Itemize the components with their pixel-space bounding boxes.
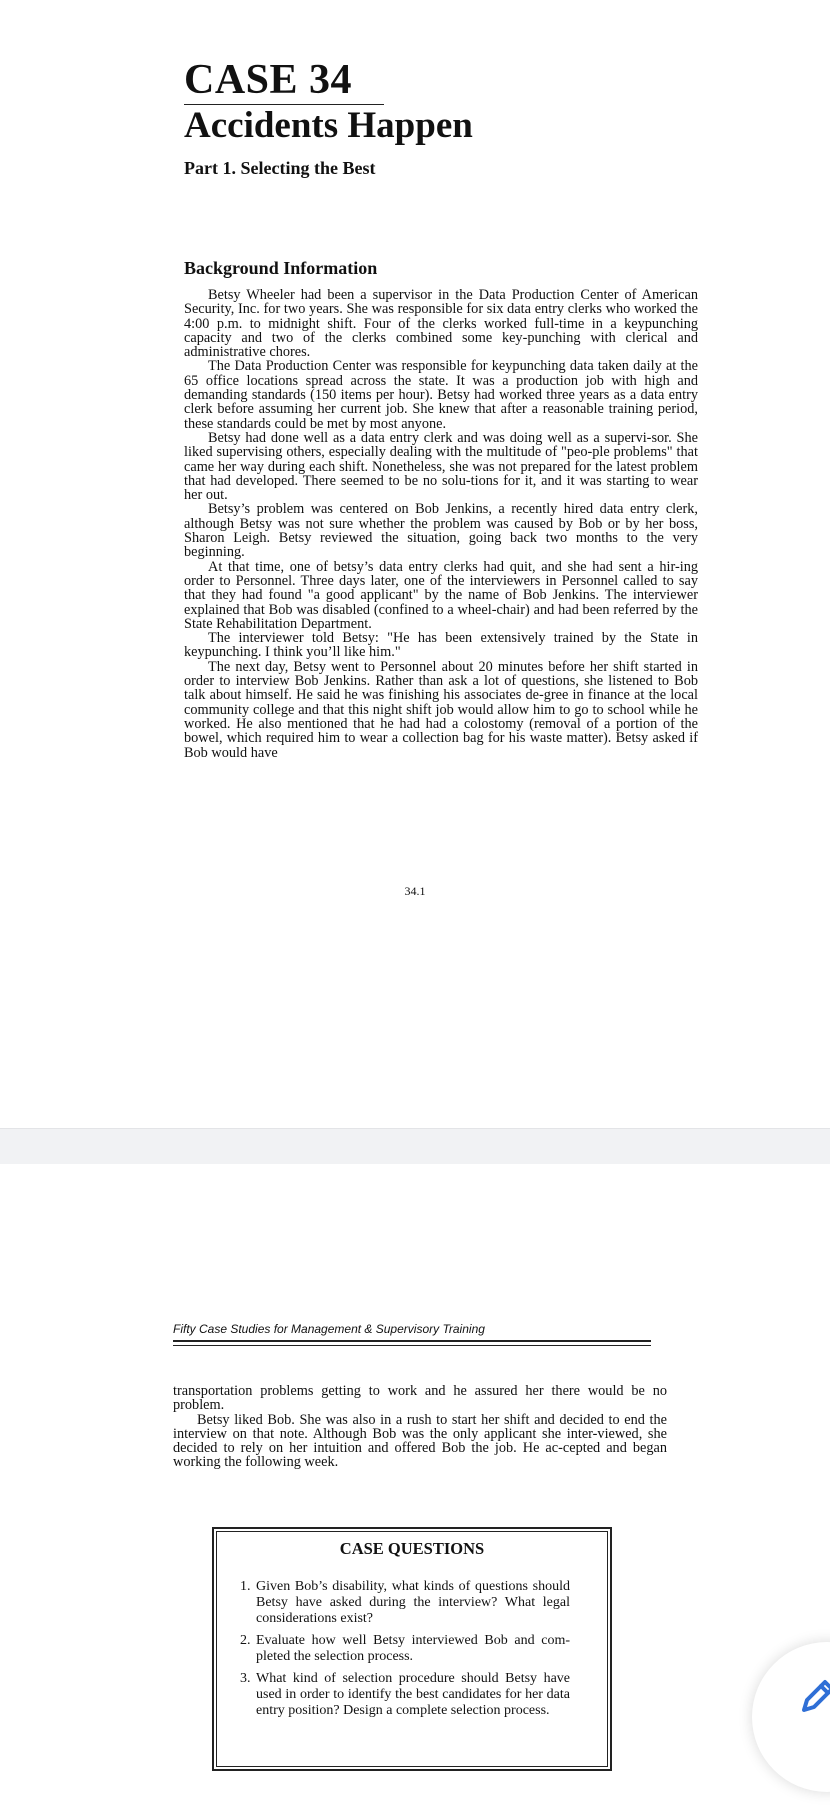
running-head-rule — [173, 1345, 651, 1346]
paragraph: At that time, one of betsy’s data entry clerks had quit, and she had sent a hir-ing order to Personnel. Three days later, one of the interviewers in Personnel called to say that they had found "a good applicant" by the name of Bob Jenkins. The interviewer explained that Bob was disabled (confined to a wheel-chair) and had been referred by the State Rehabilitation Department. — [184, 558, 698, 632]
question-number: 1. — [240, 1579, 251, 1594]
page-number: 34.1 — [404, 884, 426, 898]
question-number: 2. — [240, 1633, 251, 1648]
case-questions-list — [240, 1579, 570, 1725]
page-separator — [0, 1128, 830, 1165]
case-title: Accidents Happen — [184, 105, 473, 146]
running-head-rule — [173, 1340, 651, 1342]
paragraph: Betsy Wheeler had been a supervisor in the Data Production Center of American Security, Inc. for two years. She was responsible for six data entry clerks who worked the 4:00 p.m. to midnight shift. Four of the clerks worked full-time in a keypunching capacity and two of the clerks combined some key-punching with clerical and administrative chores. — [184, 287, 698, 361]
pencil-icon — [798, 1676, 830, 1716]
case-questions-box — [212, 1527, 612, 1771]
paragraph: The next day, Betsy went to Personnel about 20 minutes before her shift started in order to interview Bob Jenkins. Rather than ask a lot of questions, she listened to Bob talk about himself. He said he was finishing his associates de-gree in finance at the local community college and that this night shift job would allow him to go to school while he worked. He also mentioned that he had had a colostomy (removal of a portion of the bowel, which required him to wear a collection bag for his waste matter). Betsy asked if Bob would have — [184, 658, 698, 761]
question-item — [240, 1671, 570, 1719]
background-text — [184, 288, 698, 760]
paragraph: Betsy’s problem was centered on Bob Jenkins, a recently hired data entry clerk, although Betsy was not sure whether the problem was caused by Bob or by her boss, Sharon Leigh. Betsy reviewed the situation, going back two months to the very beginning. — [184, 501, 698, 561]
part-heading: Part 1. Selecting the Best — [184, 158, 376, 178]
paragraph: The Data Production Center was responsible for keypunching data taken daily at the 65 office locations spread across the state. It was a production job with high and demanding standards (150 items per hour). Betsy had worked three years as a data entry clerk before assuming her current job. She knew that after a reasonable training period, these standards could be met by most anyone. — [184, 358, 698, 432]
paragraph: Betsy had done well as a data entry clerk and was doing well as a supervi-sor. She liked supervising others, especially dealing with the multitude of "peo-ple problems" that came her way during each shift. Nonetheless, she was not prepared for the latest problem that had developed. There seemed to be no solu-tions for it, and it was starting to wear her out. — [184, 429, 698, 504]
running-head: Fifty Case Studies for Management & Supervisory Training — [173, 1322, 485, 1336]
question-text: Given Bob’s disability, what kinds of questions should Betsy have asked during the interview? What legal considerations exist? — [256, 1579, 570, 1626]
question-number: 3. — [240, 1671, 251, 1686]
paragraph: The interviewer told Betsy: "He has been extensively trained by the State in keypunching. I think you’ll like him." — [184, 630, 698, 661]
section-heading: Background Information — [184, 258, 378, 278]
paragraph: transportation problems getting to work and he assured her there would be no problem. — [173, 1383, 667, 1414]
case-questions-title: CASE QUESTIONS — [339, 1539, 485, 1558]
question-text: Evaluate how well Betsy interviewed Bob and com-pleted the selection process. — [256, 1633, 570, 1664]
case-number: CASE 34 — [184, 57, 353, 103]
question-item — [240, 1633, 570, 1665]
question-text: What kind of selection procedure should Betsy have used in order to identify the best candidates for her data entry position? Design a complete selection process. — [256, 1671, 570, 1718]
paragraph: Betsy liked Bob. She was also in a rush to start her shift and decided to end the interview on that note. Although Bob was the only applicant she inter-viewed, she decided to rely on her intuition and offered Bob the job. He ac-cepted and began working the following week. — [173, 1411, 667, 1471]
continuation-text — [173, 1384, 667, 1470]
question-item — [240, 1579, 570, 1627]
